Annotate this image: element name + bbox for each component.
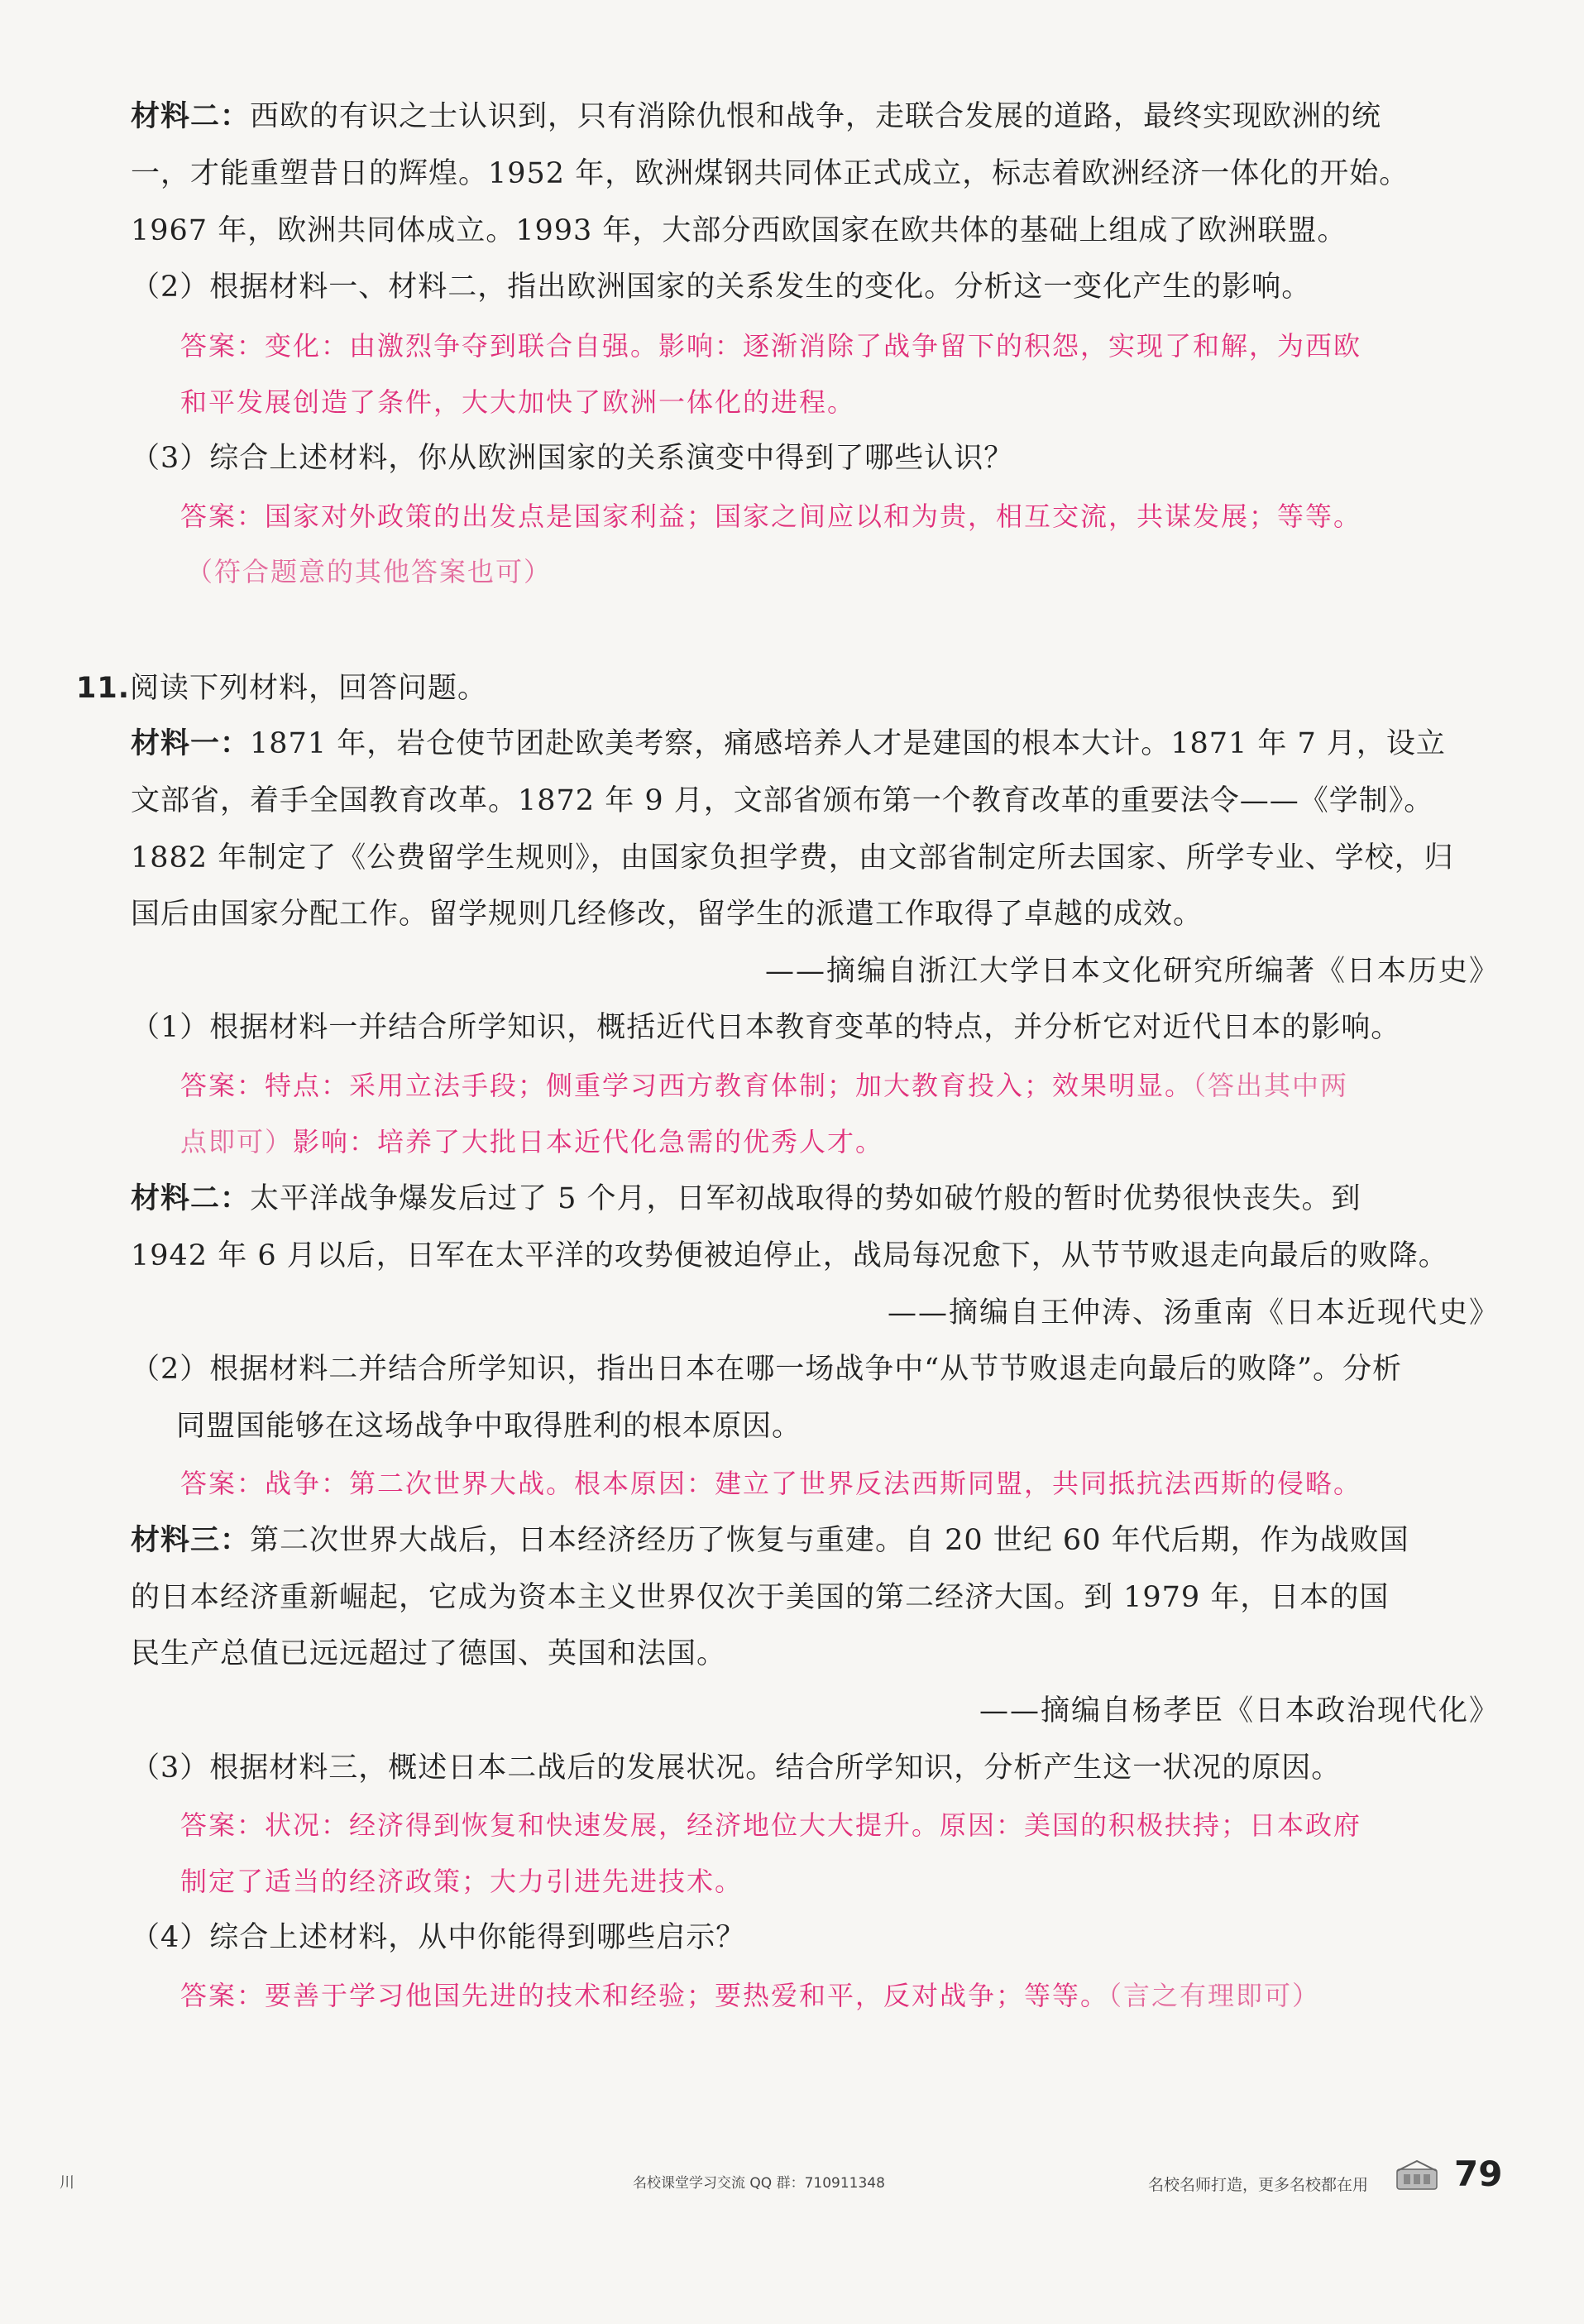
answer-10-2-line-1: 答案：变化：由激烈争夺到联合自强。影响：逐渐消除了战争留下的积怨，实现了和解，为西欧 [180, 330, 1362, 362]
page-number: 79 [1454, 2154, 1503, 2194]
question-11-1: （1）根据材料一并结合所学知识，概括近代日本教育变革的特点，并分析它对近代日本的影响。 [131, 1011, 1401, 1044]
question-number: 11. [76, 672, 131, 705]
answer-11-1-line-2: 点即可）影响：培养了大批日本近代化急需的优秀人才。 [180, 1126, 884, 1157]
publisher-logo-icon [1394, 2158, 1440, 2194]
answer-11-3-line-1: 答案：状况：经济得到恢复和快速发展，经济地位大大提升。原因：美国的积极扶持；日本政府 [180, 1809, 1362, 1841]
material-one-line-3: 1882 年制定了《公费留学生规则》，由国家负担学费，由文部省制定所去国家、所学专业、学校，归 [131, 841, 1454, 874]
material-one-line-2: 文部省，着手全国教育改革。1872 年 9 月，文部省颁布第一个教育改革的重要法令——《学制》。 [131, 784, 1434, 817]
footer-region: 川 [60, 2174, 74, 2192]
footer-center: 名校课堂学习交流 QQ 群：710911348 [633, 2175, 885, 2192]
answer-10-3: 答案：国家对外政策的出发点是国家利益；国家之间应以和为贵，相互交流，共谋发展；等等。 [180, 501, 1362, 532]
material-two-b-source: ——摘编自王仲涛、汤重南《日本近现代史》 [887, 1296, 1500, 1330]
footer-right: 名校名师打造，更多名校都在用 [1148, 2176, 1369, 2194]
material-two-line-1: 材料二：西欧的有识之士认识到，只有消除仇恨和战争，走联合发展的道路，最终实现欧洲的统 [131, 100, 1382, 133]
question-11-title: 11.阅读下列材料，回答问题。 [76, 672, 488, 705]
material-two-b-line-2: 1942 年 6 月以后，日军在太平洋的攻势便被迫停止，战局每况愈下，从节节败退走向最后的败降。 [131, 1239, 1448, 1272]
question-11-4: （4）综合上述材料，从中你能得到哪些启示？ [131, 1921, 746, 1954]
answer-11-3-line-2: 制定了适当的经济政策；大力引进先进技术。 [180, 1866, 744, 1897]
material-three-line-2: 的日本经济重新崛起，它成为资本主义世界仅次于美国的第二经济大国。到 1979 年，日本的国 [131, 1581, 1390, 1614]
answer-11-4: 答案：要善于学习他国先进的技术和经验；要热爱和平，反对战争；等等。（言之有理即可） [180, 1980, 1321, 2011]
material-three-line-3: 民生产总值已远远超过了德国、英国和法国。 [131, 1637, 727, 1670]
answer-10-3-note: （符合题意的其他答案也可） [186, 556, 553, 587]
question-10-3: （3）综合上述材料，你从欧洲国家的关系演变中得到了哪些认识？ [131, 442, 1014, 475]
material-label: 材料三： [131, 1524, 251, 1557]
answer-11-2: 答案：战争：第二次世界大战。根本原因：建立了世界反法西斯同盟，共同抵抗法西斯的侵略。 [180, 1468, 1362, 1499]
material-one-line-4: 国后由国家分配工作。留学规则几经修改，留学生的派遣工作取得了卓越的成效。 [131, 898, 1204, 931]
question-11-2-line-2: 同盟国能够在这场战争中取得胜利的根本原因。 [176, 1410, 802, 1443]
answer-11-1-line-1: 答案：特点：采用立法手段；侧重学习西方教育体制；加大教育投入；效果明显。（答出其中两 [180, 1070, 1349, 1101]
material-one-source: ——摘编自浙江大学日本文化研究所编著《日本历史》 [764, 955, 1500, 988]
question-11-3: （3）根据材料三，概述日本二战后的发展状况。结合所学知识，分析产生这一状况的原因。 [131, 1751, 1342, 1785]
material-three-source: ——摘编自杨孝臣《日本政治现代化》 [979, 1694, 1500, 1727]
material-two-line-3: 1967 年，欧洲共同体成立。1993 年，大部分西欧国家在欧共体的基础上组成了欧洲联盟。 [131, 214, 1347, 247]
material-label: 材料一： [131, 727, 251, 760]
material-label: 材料二： [131, 100, 251, 133]
material-one-line-1: 材料一：1871 年，岩仓使节团赴欧美考察，痛感培养人才是建国的根本大计。1871 年 7 月，设立 [131, 727, 1446, 760]
question-11-2-line-1: （2）根据材料二并结合所学知识，指出日本在哪一场战争中“从节节败退走向最后的败降”。分析 [131, 1353, 1403, 1386]
material-label: 材料二： [131, 1182, 251, 1215]
question-10-2: （2）根据材料一、材料二，指出欧洲国家的关系发生的变化。分析这一变化产生的影响。 [131, 271, 1312, 304]
answer-10-2-line-2: 和平发展创造了条件，大大加快了欧洲一体化的进程。 [180, 386, 856, 418]
material-two-b-line-1: 材料二：太平洋战争爆发后过了 5 个月，日军初战取得的势如破竹般的暂时优势很快丧失。到 [131, 1182, 1361, 1215]
material-two-line-2: 一，才能重塑昔日的辉煌。1952 年，欧洲煤钢共同体正式成立，标志着欧洲经济一体化的开始。 [131, 157, 1409, 190]
material-three-line-1: 材料三：第二次世界大战后，日本经济经历了恢复与重建。自 20 世纪 60 年代后期，作为战败国 [131, 1524, 1409, 1557]
